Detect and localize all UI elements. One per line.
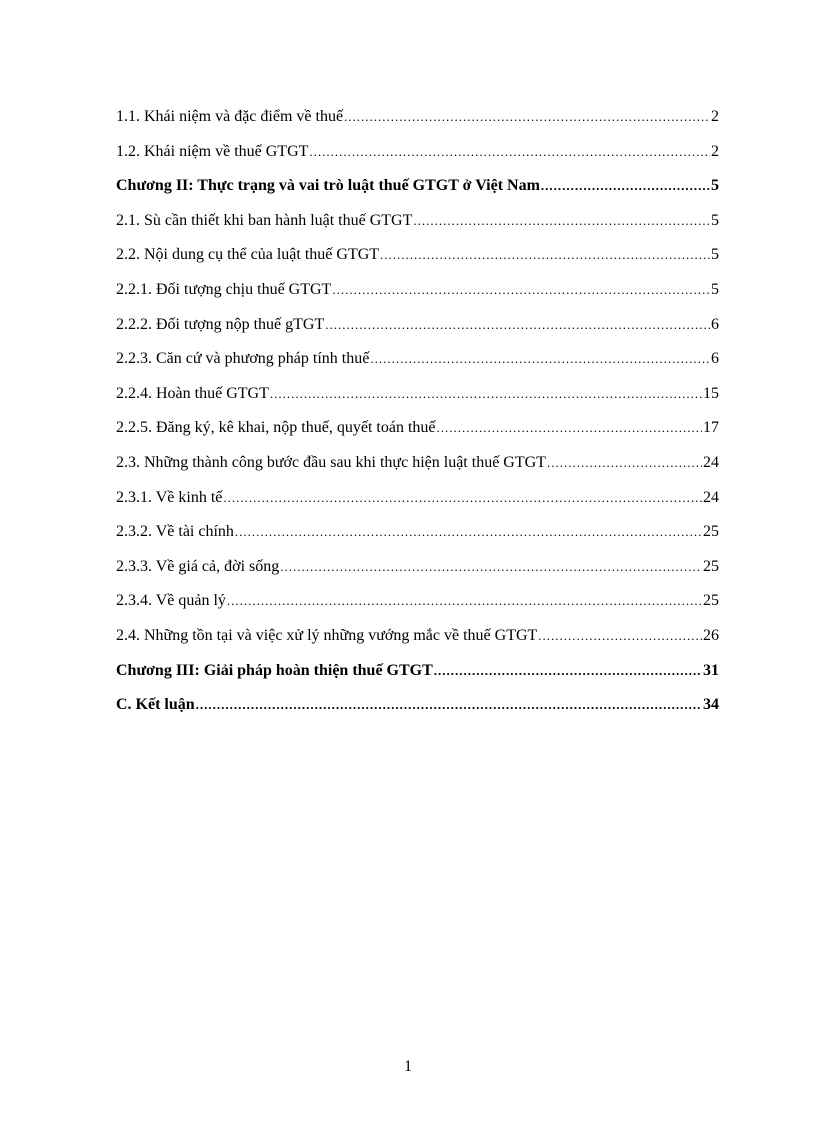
dot-leader — [235, 515, 702, 550]
toc-entry-2-3-1[interactable] — [116, 481, 719, 516]
dot-leader — [541, 169, 710, 204]
toc-entry-page: 2 — [711, 108, 719, 125]
toc-entry-conclusion[interactable] — [116, 688, 719, 723]
toc-entry-2-2-3[interactable] — [116, 342, 719, 377]
toc-entry-page: 24 — [703, 488, 719, 506]
dot-leader — [380, 238, 710, 273]
toc-entry-title: 2.3.1. Về kinh tế — [116, 488, 223, 506]
toc-entry-title: Chương II: Thực trạng và vai trò luật thuế GTGT ở Việt Nam — [116, 177, 540, 195]
toc-entry-page: 5 — [711, 177, 719, 195]
toc-entry-2-2-5[interactable] — [116, 411, 719, 446]
toc-entry-title: 2.2.2. Đối tượng nộp thuế gTGT — [116, 315, 325, 333]
toc-entry-title: Chương III: Giải pháp hoàn thiện thuế GTGT — [116, 661, 433, 679]
toc-entry-2-3[interactable] — [116, 446, 719, 481]
toc-entry-title: 2.1. Sù cần thiết khi ban hành luật thuế GTGT — [116, 211, 413, 229]
toc-entry-1-1[interactable] — [116, 100, 719, 135]
toc-entry-2-2-1[interactable] — [116, 273, 719, 308]
dot-leader — [332, 273, 710, 308]
toc-entry-page: 6 — [711, 315, 719, 333]
toc-entry-2-4[interactable] — [116, 619, 719, 654]
toc-entry-title: 2.2.3. Căn cứ và phương pháp tính thuế — [116, 350, 370, 368]
toc-entry-page: 25 — [703, 557, 719, 575]
toc-entry-title: 2.4. Những tồn tại và việc xử lý những vướng mắc về thuế GTGT — [116, 626, 538, 644]
toc-entry-page: 15 — [703, 384, 719, 402]
toc-entry-page: 25 — [703, 523, 719, 541]
dot-leader — [413, 204, 710, 239]
toc-entry-page: 25 — [703, 592, 719, 610]
toc-entry-page: 31 — [703, 661, 719, 679]
dot-leader — [547, 446, 702, 481]
toc-entry-page: 34 — [703, 696, 719, 714]
toc-entry-title: 2.3.4. Về quản lý — [116, 592, 226, 610]
dot-leader — [309, 135, 710, 170]
toc-entry-1-2[interactable] — [116, 135, 719, 170]
toc-entry-title: C. Kết luận — [116, 696, 195, 714]
toc-entry-page: 5 — [711, 211, 719, 229]
toc-entry-page: 17 — [703, 419, 719, 437]
dot-leader — [325, 308, 710, 343]
toc-entry-page: 26 — [703, 626, 719, 644]
toc-entry-2-1[interactable] — [116, 204, 719, 239]
toc-entry-title: 2.3.2. Về tài chính — [116, 523, 234, 541]
toc-entry-title: 2.3.3. Về giá cả, đời sống — [116, 557, 280, 575]
dot-leader — [538, 619, 702, 654]
toc-entry-title: 2.2.4. Hoàn thuế GTGT — [116, 384, 269, 402]
dot-leader — [223, 481, 702, 516]
toc-entry-title: 2.2. Nội dung cụ thể của luật thuế GTGT — [116, 246, 380, 264]
toc-entry-page: 2 — [711, 142, 719, 160]
toc-entry-2-3-2[interactable] — [116, 515, 719, 550]
dot-leader — [270, 377, 702, 412]
toc-entry-chapter-2[interactable] — [116, 169, 719, 204]
toc-entry-2-3-4[interactable] — [116, 584, 719, 619]
table-of-contents — [116, 100, 719, 723]
toc-entry-2-2-2[interactable] — [116, 308, 719, 343]
toc-entry-page: 24 — [703, 453, 719, 471]
toc-entry-page: 5 — [711, 280, 719, 298]
toc-entry-title: 2.3. Những thành công bước đầu sau khi thực hiện luật thuế GTGT — [116, 453, 546, 471]
dot-leader — [344, 100, 710, 135]
toc-entry-page: 6 — [711, 350, 719, 368]
dot-leader — [370, 342, 710, 377]
toc-entry-2-2-4[interactable] — [116, 377, 719, 412]
dot-leader — [227, 584, 702, 619]
dot-leader — [280, 550, 702, 585]
page-number: 1 — [404, 1058, 412, 1075]
toc-entry-title: 1.1. Khái niệm và đặc điểm về thuế — [116, 108, 344, 125]
toc-entry-chapter-3[interactable] — [116, 654, 719, 689]
dot-leader — [434, 654, 702, 689]
toc-entry-title: 2.2.1. Đối tượng chịu thuế GTGT — [116, 280, 332, 298]
dot-leader — [437, 411, 703, 446]
toc-entry-title: 1.2. Khái niệm về thuế GTGT — [116, 142, 309, 160]
toc-entry-title: 2.2.5. Đăng ký, kê khai, nộp thuế, quyết toán thuế — [116, 419, 436, 437]
dot-leader — [196, 688, 702, 723]
toc-entry-2-3-3[interactable] — [116, 550, 719, 585]
toc-entry-2-2[interactable] — [116, 238, 719, 273]
toc-entry-page: 5 — [711, 246, 719, 264]
